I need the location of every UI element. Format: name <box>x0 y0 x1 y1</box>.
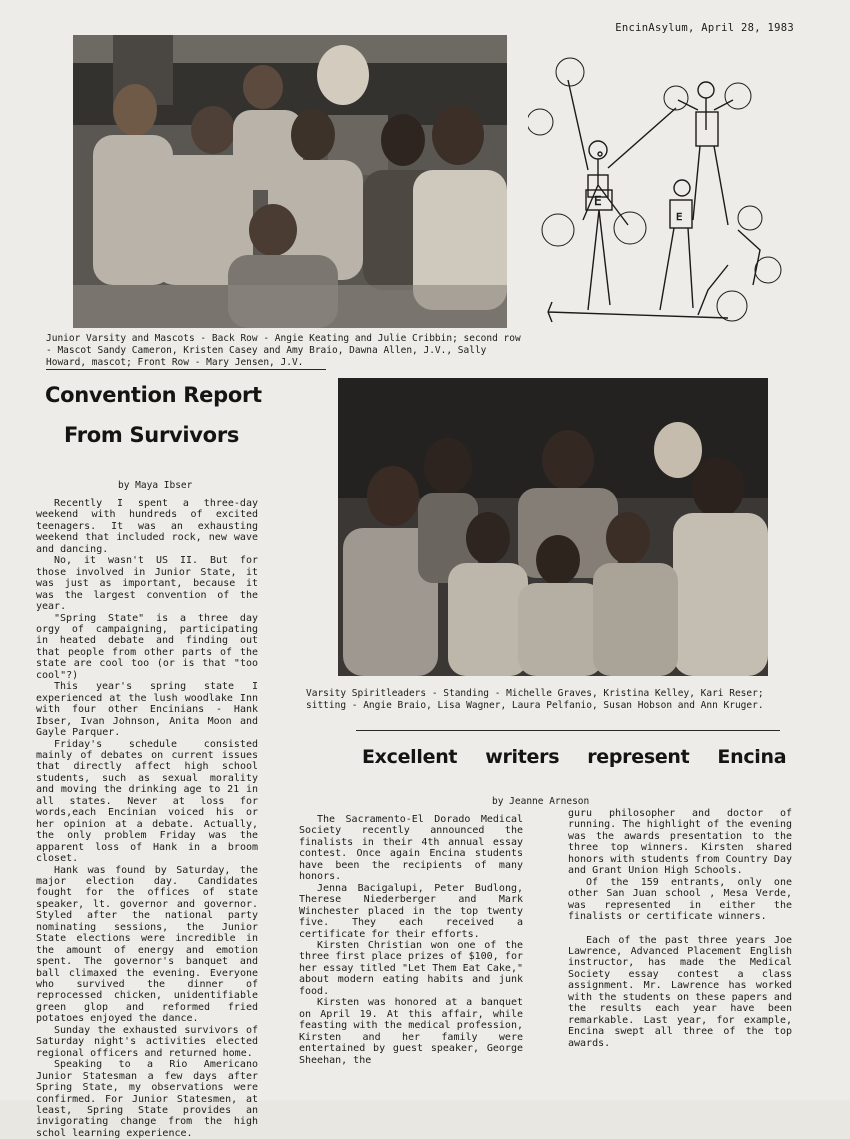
article1-byline: by Maya Ibser <box>118 480 193 491</box>
article2-byline: by Jeanne Arneson <box>492 796 590 807</box>
article1-headline-line2: From Survivors <box>64 423 240 447</box>
article1-paragraph: Friday's schedule consisted mainly of debates on current issues that directly affect high school students, such as sexual morality and moving the drinking age to 21 in all states. Never at loss for words,each Encinian voiced his or her opinion at a debate. Actually, the only problem Friday was the apparent loss of Hank in a broom closet. <box>36 738 258 865</box>
article1-paragraph: This year's spring state I experienced at the lush woodlake Inn with four other Encinians - Hank Ibser, Ivan Johnson, Anita Moon and Gayle Parquer. <box>36 681 258 739</box>
article1-paragraph: Recently I spent a three-day weekend with hundreds of excited teenagers. It was an exhausting weekend that included rock, new wave and dancing. <box>36 498 258 555</box>
article2-paragraph: Jenna Bacigalupi, Peter Budlong, Therese Niederberger and Mark Winchester placed in the top twenty five. They each received a certificate for their efforts. <box>299 882 523 940</box>
article1-paragraph: "Spring State" is a three day orgy of campaigning, participating in heated debate and finding out that people from other parts of the state are cool too (or is that "too cool"?) <box>36 612 258 681</box>
article1-paragraph: Sunday the exhausted survivors of Saturday night's activities elected regional officers and returned home. <box>36 1024 258 1059</box>
article2-headline <box>362 746 786 768</box>
photo-junior-varsity-mascots <box>73 35 507 328</box>
article1-paragraph: Hank was found by Saturday, the major election day. Candidates fought for the offices of state speaker, lt. governor and governor. Styled after the national party nominating sessions, the Junior State elections were incredible in the amount of energy and emotion spent. The governor's banquet and ball climaxed the evening. Everyone who survived the dinner of reprocessed chicken, unidentifiable green glop and reformed fried potatoes enjoyed the dance. <box>36 864 258 1025</box>
article1-paragraph: Speaking to a Rio Americano Junior Statesman a few days after Spring State, my observations were confirmed. For Junior Statesmen, at least, Spring State provides an invigorating change from the high schol learning experience. <box>36 1059 258 1139</box>
caption2-rule <box>356 730 780 731</box>
article2-paragraph: Kirsten Christian won one of the three first place prizes of $100, for her essay titled "Let Them Eat Cake," about modern eating habits and junk food. <box>299 939 523 997</box>
article2-paragraph: Kirsten was honored at a banquet on April 19. At this affair, while feasting with the medical profession, Kirsten and her family were entertained by guest speaker, George Sheehan, the <box>299 997 523 1066</box>
headline-word: Encina <box>717 746 787 768</box>
caption1-rule <box>46 369 326 370</box>
dateline: EncinAsylum, April 28, 1983 <box>615 22 794 34</box>
svg-text:E: E <box>676 212 683 223</box>
headline-word: represent <box>587 746 690 768</box>
svg-text:E: E <box>594 194 602 208</box>
article1-headline-line1: Convention Report <box>45 383 262 407</box>
article2-paragraph: Of the 159 entrants, only one other San Juan school , Mesa Verde, was represented in either the finalists or certificate winners. <box>568 876 792 923</box>
article2-paragraph: The Sacramento-El Dorado Medical Society recently announced the finalists in their 4th annual essay contest. Once again Encina students have been the recipients of many honors. <box>299 814 523 883</box>
cheerleader-cartoon <box>528 50 790 335</box>
headline-word: writers <box>485 746 560 768</box>
photo1-caption: Junior Varsity and Mascots - Back Row - Angie Keating and Julie Cribbin; second row - Mascot Sandy Cameron, Kristen Casey and Amy Braio, Dawna Allen, J.V., Sally Howard, mascot; Front Row - Mary Jensen, J.V. <box>46 333 521 368</box>
article1-paragraph: No, it wasn't US II. But for those involved in Junior State, it was just as important, because it was the largest convention of the year. <box>36 555 258 613</box>
photo-varsity-spiritleaders <box>338 378 768 676</box>
article2-column-2 <box>568 808 792 1049</box>
article2-paragraph: Each of the past three years Joe Lawrence, Advanced Placement English instructor, has made the Medical Society essay contest a class assignment. Mr. Lawrence has worked with the students on these papers and the results each year have been remarkable. Last year, for example, Encina swept all three of the top awards. <box>568 934 792 1049</box>
headline-word: Excellent <box>362 746 458 768</box>
photo2-caption: Varsity Spiritleaders - Standing - Michelle Graves, Kristina Kelley, Kari Reser; sitting - Angie Braio, Lisa Wagner, Laura Pelfanio, Susan Hobson and Ann Kruger. <box>306 688 764 711</box>
article1-column <box>36 498 258 1139</box>
article2-column-1 <box>299 814 523 1066</box>
article2-paragraph: guru philosopher and doctor of running. The highlight of the evening was the awards presentation to the three top winners. Kirsten shared honors with students from Country Day and Grant Union High Schools. <box>568 808 792 877</box>
